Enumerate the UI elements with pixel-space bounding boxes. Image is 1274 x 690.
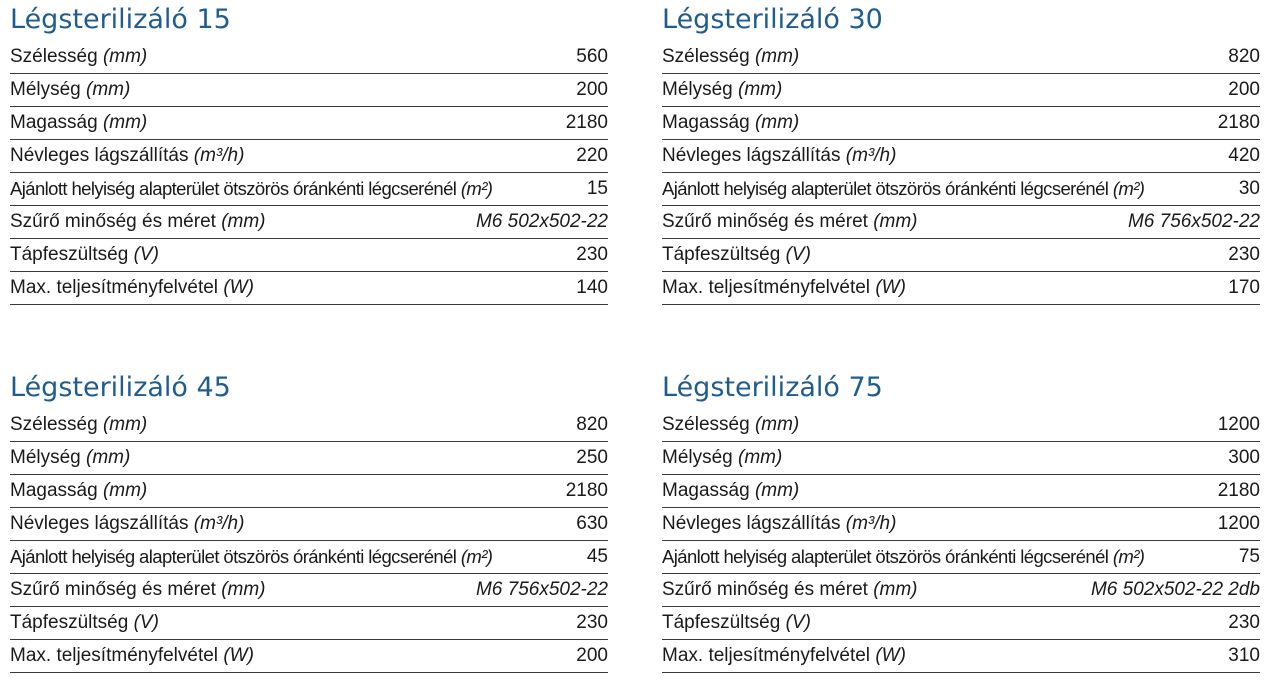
spec-unit: (V) <box>133 244 159 265</box>
spec-value: 2180 <box>1217 480 1260 501</box>
spec-label-text: Magasság <box>10 112 98 133</box>
spec-row-szelesseg <box>10 41 608 74</box>
spec-row-legszallitas <box>10 140 608 173</box>
spec-unit: (mm) <box>754 480 800 501</box>
spec-label-text: Szűrő minőség és méret <box>662 211 868 232</box>
spec-value: 420 <box>1228 145 1260 166</box>
spec-label-text: Ajánlott helyiség alapterület ötszörös óránkénti légcserénél <box>662 546 1109 567</box>
spec-label-text: Szűrő minőség és méret <box>10 579 216 600</box>
spec-unit: (mm) <box>221 211 266 232</box>
spec-unit: (m³/h) <box>845 513 897 534</box>
spec-unit: (mm) <box>86 79 131 100</box>
spec-label-text: Max. teljesítményfelvétel <box>10 277 219 298</box>
spec-value: 300 <box>1228 447 1260 468</box>
spec-value: 230 <box>576 612 608 633</box>
spec-value: M6 756x502-22 <box>475 579 608 600</box>
spec-unit: (V) <box>133 612 159 633</box>
spec-value: 200 <box>576 79 608 100</box>
spec-unit: (mm) <box>754 46 800 67</box>
spec-label-text: Szélesség <box>662 414 750 435</box>
spec-label <box>662 612 811 634</box>
spec-row-magassag <box>10 107 608 140</box>
spec-label <box>662 277 906 299</box>
spec-label-text: Tápfeszültség <box>662 244 781 265</box>
spec-row-melyseg <box>662 74 1260 107</box>
spec-label-text: Max. teljesítményfelvétel <box>662 645 871 666</box>
spec-label <box>662 645 906 667</box>
spec-value: 140 <box>576 277 608 298</box>
spec-unit: (mm) <box>221 579 266 600</box>
spec-unit: (m²) <box>1112 178 1145 199</box>
spec-value: M6 756x502-22 <box>1127 211 1260 232</box>
spec-unit: (m²) <box>460 546 493 567</box>
spec-value: 820 <box>576 414 608 435</box>
spec-label <box>10 244 159 266</box>
spec-value: 630 <box>576 513 608 534</box>
spec-label <box>662 46 799 68</box>
spec-value: 170 <box>1228 277 1260 298</box>
product-spec-table <box>662 370 1260 673</box>
spec-label <box>10 513 244 535</box>
spec-row-alapterulet <box>10 173 608 206</box>
spec-row-szelesseg <box>10 409 608 442</box>
spec-value: M6 502x502-22 2db <box>1090 579 1260 600</box>
spec-row-teljesitmeny <box>662 272 1260 305</box>
spec-row-melyseg <box>662 442 1260 475</box>
spec-unit: (m³/h) <box>193 145 245 166</box>
spec-label <box>10 178 492 200</box>
spec-value: M6 502x502-22 <box>475 211 608 232</box>
spec-label-text: Szélesség <box>10 414 98 435</box>
spec-row-teljesitmeny <box>10 640 608 673</box>
spec-value: 45 <box>586 546 608 567</box>
spec-value: 200 <box>576 645 608 666</box>
spec-label-text: Mélység <box>10 79 81 100</box>
spec-unit: (m²) <box>1112 546 1145 567</box>
spec-label-text: Mélység <box>662 79 733 100</box>
spec-unit: (W) <box>875 277 906 298</box>
spec-unit: (W) <box>223 277 254 298</box>
product-spec-table <box>10 370 608 673</box>
spec-row-tapfeszultseg <box>10 607 608 640</box>
spec-label-text: Tápfeszültség <box>10 244 129 265</box>
spec-row-szuro <box>10 206 608 239</box>
spec-label <box>662 112 799 134</box>
spec-label <box>10 79 130 101</box>
spec-row-szuro <box>10 574 608 607</box>
product-spec-table <box>662 2 1260 305</box>
spec-label <box>10 546 492 568</box>
spec-label <box>10 414 147 436</box>
spec-label-text: Szélesség <box>10 46 98 67</box>
product-title: Légsterilizáló 45 <box>10 372 231 403</box>
spec-unit: (m³/h) <box>845 145 897 166</box>
spec-unit: (mm) <box>86 447 131 468</box>
spec-unit: (mm) <box>102 112 148 133</box>
spec-row-teljesitmeny <box>10 272 608 305</box>
product-title: Légsterilizáló 15 <box>10 4 231 35</box>
spec-row-legszallitas <box>662 508 1260 541</box>
spec-label-text: Max. teljesítményfelvétel <box>10 645 219 666</box>
spec-label <box>662 513 896 535</box>
spec-value: 2180 <box>565 480 608 501</box>
spec-unit: (mm) <box>102 46 148 67</box>
spec-row-melyseg <box>10 442 608 475</box>
spec-row-magassag <box>662 475 1260 508</box>
spec-row-tapfeszultseg <box>10 239 608 272</box>
spec-label-text: Magasság <box>662 112 750 133</box>
spec-unit: (W) <box>223 645 254 666</box>
spec-row-legszallitas <box>10 508 608 541</box>
spec-label <box>10 579 266 601</box>
spec-label <box>662 579 918 601</box>
spec-label-text: Névleges lágszállítás <box>662 145 841 166</box>
spec-row-teljesitmeny <box>662 640 1260 673</box>
spec-row-szuro <box>662 574 1260 607</box>
product-title: Légsterilizáló 75 <box>662 372 883 403</box>
spec-row-szelesseg <box>662 41 1260 74</box>
spec-value: 230 <box>1228 612 1260 633</box>
spec-label-text: Névleges lágszállítás <box>10 513 189 534</box>
spec-value: 230 <box>1228 244 1260 265</box>
spec-label <box>10 612 159 634</box>
spec-label-text: Tápfeszültség <box>10 612 129 633</box>
spec-label-text: Magasság <box>10 480 98 501</box>
spec-label <box>662 79 782 101</box>
spec-label <box>10 112 147 134</box>
spec-unit: (m²) <box>460 178 493 199</box>
spec-unit: (W) <box>875 645 906 666</box>
spec-value: 2180 <box>1217 112 1260 133</box>
spec-unit: (mm) <box>873 579 918 600</box>
spec-label-text: Max. teljesítményfelvétel <box>662 277 871 298</box>
spec-label <box>10 211 266 233</box>
spec-label-text: Ajánlott helyiség alapterület ötszörös óránkénti légcserénél <box>10 546 457 567</box>
spec-label-text: Tápfeszültség <box>662 612 781 633</box>
spec-label <box>10 480 147 502</box>
spec-value: 310 <box>1228 645 1260 666</box>
spec-label-text: Mélység <box>10 447 81 468</box>
spec-label <box>662 546 1144 568</box>
spec-label <box>10 145 244 167</box>
spec-unit: (mm) <box>102 480 148 501</box>
product-title: Légsterilizáló 30 <box>662 4 883 35</box>
spec-label-text: Szűrő minőség és méret <box>10 211 216 232</box>
spec-row-magassag <box>662 107 1260 140</box>
spec-value: 75 <box>1238 546 1260 567</box>
spec-label-text: Mélység <box>662 447 733 468</box>
spec-unit: (mm) <box>102 414 148 435</box>
spec-value: 200 <box>1228 79 1260 100</box>
spec-label <box>662 211 918 233</box>
spec-row-szelesseg <box>662 409 1260 442</box>
product-spec-table <box>10 2 608 305</box>
spec-label <box>10 277 254 299</box>
spec-row-melyseg <box>10 74 608 107</box>
spec-value: 1200 <box>1217 414 1260 435</box>
spec-label-text: Ajánlott helyiség alapterület ötszörös óránkénti légcserénél <box>662 178 1109 199</box>
spec-unit: (mm) <box>738 447 783 468</box>
spec-label-text: Névleges lágszállítás <box>662 513 841 534</box>
spec-value: 30 <box>1238 178 1260 199</box>
spec-label <box>662 447 782 469</box>
spec-unit: (V) <box>785 244 811 265</box>
spec-value: 15 <box>586 178 608 199</box>
spec-row-legszallitas <box>662 140 1260 173</box>
spec-label-text: Magasság <box>662 480 750 501</box>
spec-label-text: Szélesség <box>662 46 750 67</box>
spec-row-tapfeszultseg <box>662 239 1260 272</box>
spec-label-text: Névleges lágszállítás <box>10 145 189 166</box>
spec-label <box>662 145 896 167</box>
spec-unit: (mm) <box>754 414 800 435</box>
spec-value: 560 <box>576 46 608 67</box>
spec-row-magassag <box>10 475 608 508</box>
spec-value: 230 <box>576 244 608 265</box>
spec-label <box>662 244 811 266</box>
spec-value: 220 <box>576 145 608 166</box>
spec-label-text: Ajánlott helyiség alapterület ötszörös óránkénti légcserénél <box>10 178 457 199</box>
spec-row-alapterulet <box>10 541 608 574</box>
spec-row-alapterulet <box>662 173 1260 206</box>
spec-value: 250 <box>576 447 608 468</box>
spec-unit: (mm) <box>738 79 783 100</box>
spec-row-alapterulet <box>662 541 1260 574</box>
spec-row-szuro <box>662 206 1260 239</box>
spec-label <box>10 46 147 68</box>
spec-value: 820 <box>1228 46 1260 67</box>
spec-label <box>10 645 254 667</box>
spec-unit: (mm) <box>873 211 918 232</box>
spec-label <box>662 414 799 436</box>
spec-label <box>662 480 799 502</box>
spec-value: 1200 <box>1217 513 1260 534</box>
spec-unit: (V) <box>785 612 811 633</box>
spec-label-text: Szűrő minőség és méret <box>662 579 868 600</box>
spec-row-tapfeszultseg <box>662 607 1260 640</box>
spec-unit: (mm) <box>754 112 800 133</box>
spec-value: 2180 <box>565 112 608 133</box>
spec-label <box>662 178 1144 200</box>
spec-unit: (m³/h) <box>193 513 245 534</box>
spec-label <box>10 447 130 469</box>
